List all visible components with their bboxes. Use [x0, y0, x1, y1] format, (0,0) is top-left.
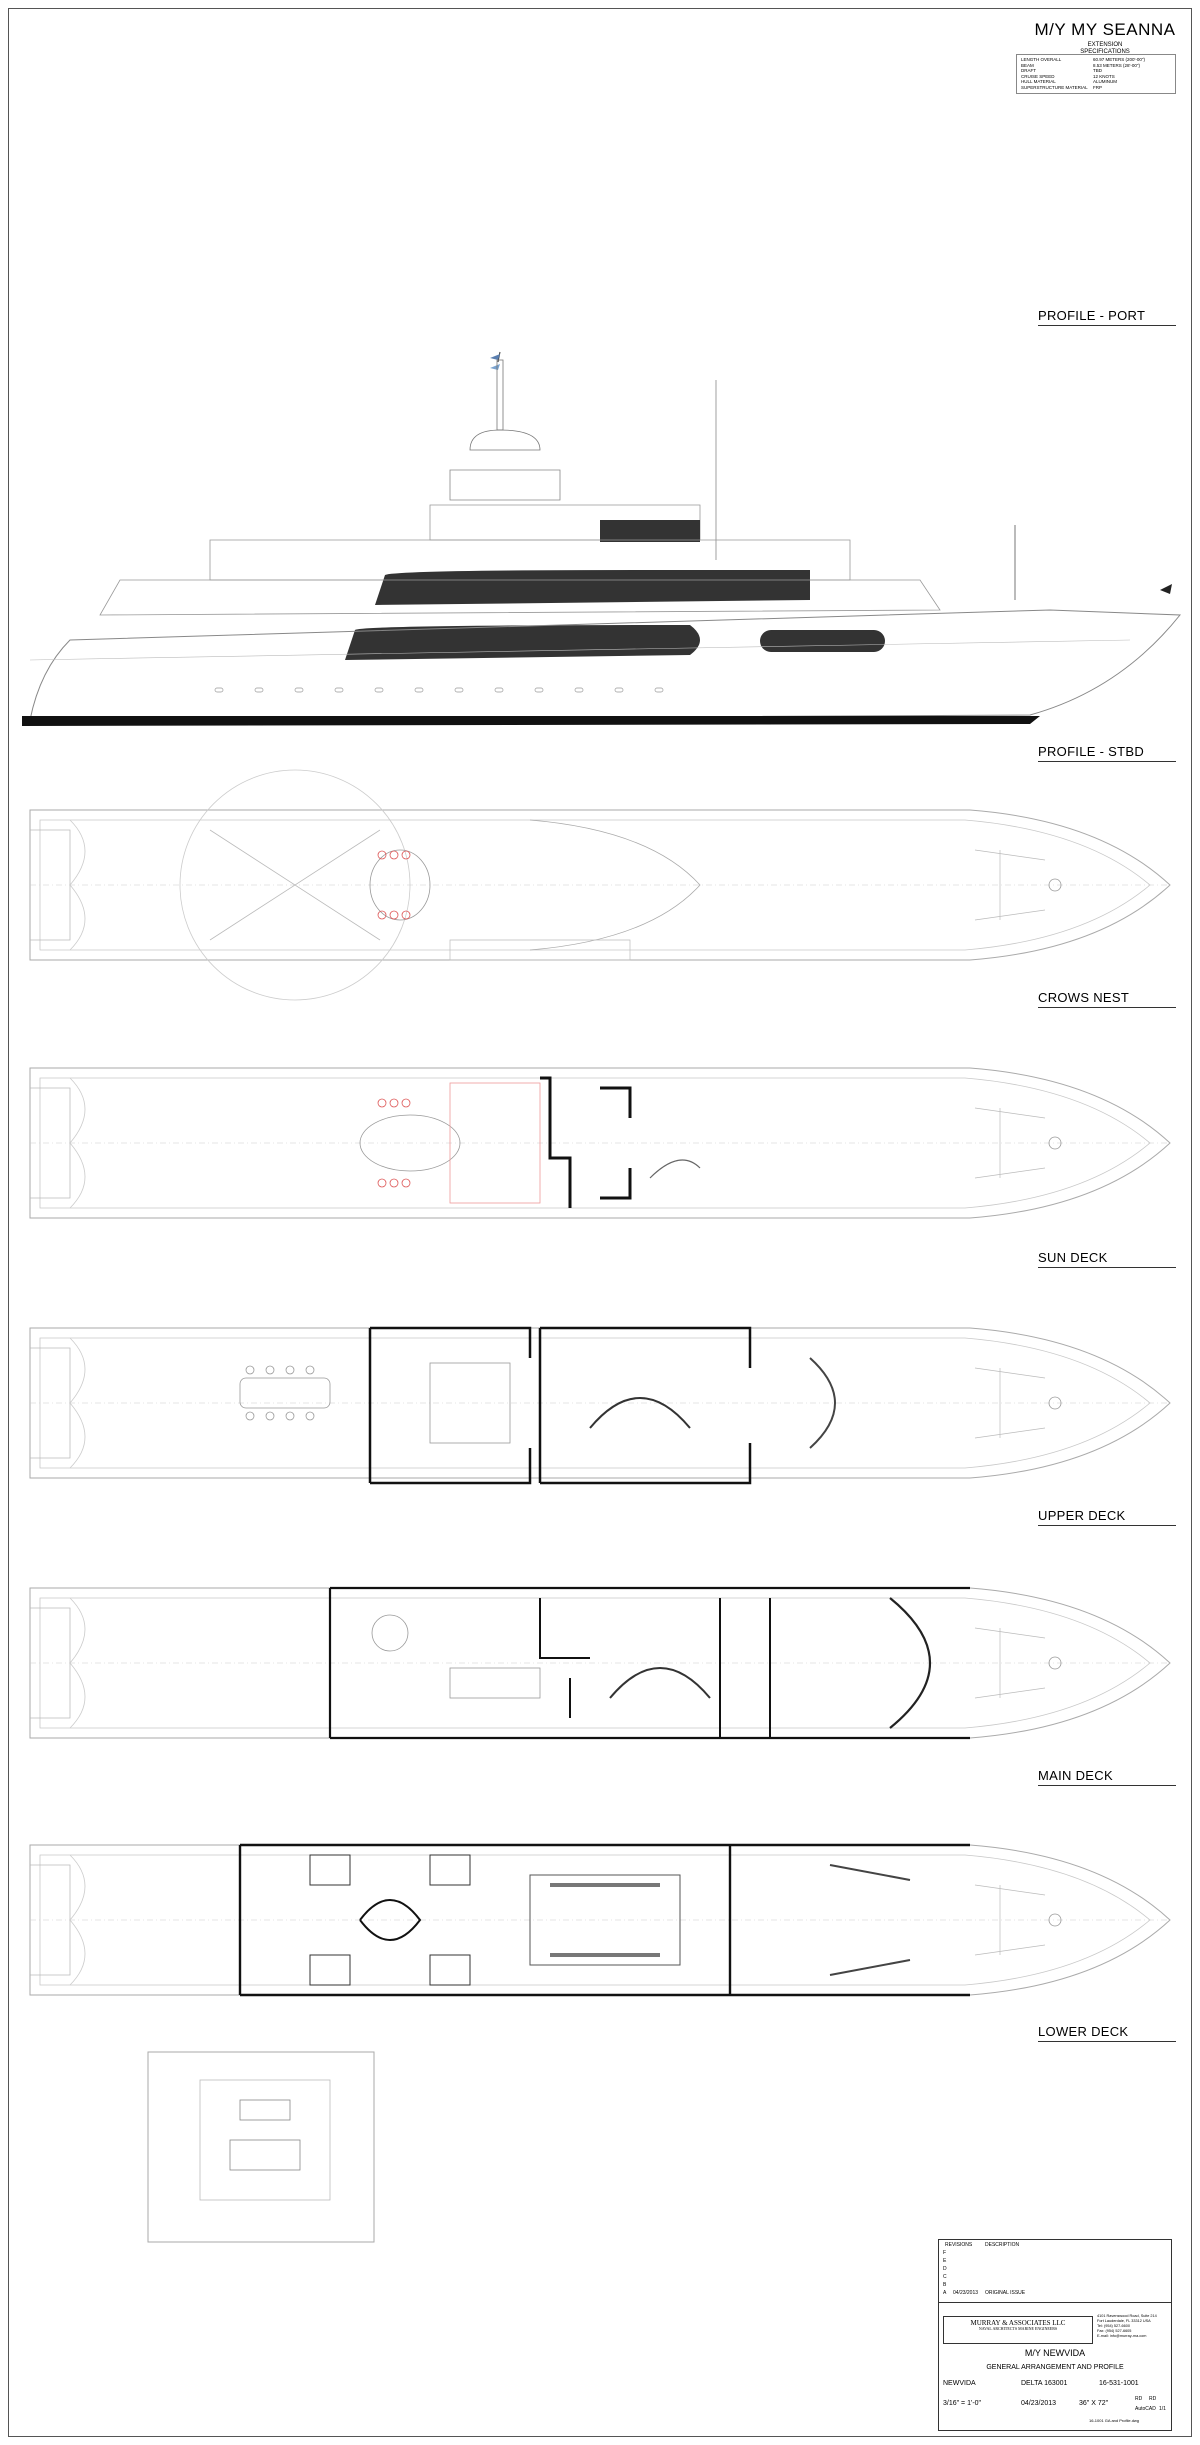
radome	[470, 430, 540, 450]
ref-no: DELTA 163001	[1021, 2380, 1068, 2387]
checked-by: RD	[1149, 2396, 1157, 2402]
spec-value: FRP	[1093, 84, 1102, 90]
rev-description: ORIGINAL ISSUE	[985, 2290, 1026, 2296]
firm-logo-box	[943, 2316, 1093, 2344]
dining-table	[240, 1366, 330, 1420]
rev-letter: A	[943, 2290, 947, 2296]
file-name: 16-1001 GA and Profile.dwg	[1089, 2418, 1140, 2423]
subtitle-line: SPECIFICATIONS	[1080, 49, 1130, 55]
address-line: Fax: (954) 527-6605	[1097, 2329, 1132, 2333]
scale-value: 3/16" = 1'-0"	[943, 2400, 982, 2407]
view-label-upper-deck: UPPER DECK	[1038, 1508, 1126, 1523]
dining-table	[450, 1668, 540, 1698]
upper-deck-windows	[375, 570, 810, 605]
upper-deck-view	[30, 1588, 1170, 1738]
circular-stair	[610, 1668, 710, 1698]
revisions-table	[939, 2240, 1171, 2303]
project-name: M/Y NEWVIDA	[1024, 2348, 1086, 2358]
rev-letter: C	[943, 2274, 947, 2280]
bulkhead	[540, 1598, 590, 1718]
hull-name: NEWVIDA	[943, 2380, 976, 2387]
address-line: E-mail: info@murray-ma.com	[1097, 2334, 1147, 2338]
spiral-stair	[650, 1160, 700, 1178]
lower-deck-furniture	[230, 2100, 300, 2170]
spec-value: TBD	[1093, 68, 1102, 74]
size-cell	[1079, 2400, 1108, 2407]
sun-deck-view	[30, 1328, 1170, 1483]
crows-nest-view	[30, 1068, 1170, 1218]
rev-letter: F	[943, 2250, 947, 2256]
spec-key: LENGTH OVERALL	[1021, 57, 1062, 62]
profile-stbd-view	[30, 770, 1170, 1000]
rev-letter: E	[943, 2258, 947, 2264]
checked-by-cell	[1149, 2396, 1156, 2402]
lower-deck-outline	[148, 2052, 374, 2242]
revisions-header: REVISIONS	[945, 2242, 973, 2248]
drawn-by: RD	[1135, 2396, 1143, 2402]
cabin-walls	[720, 1598, 770, 1738]
helideck-cross	[210, 830, 380, 940]
view-label-profile-stbd: PROFILE - STBD	[1038, 744, 1145, 759]
software-cell	[1135, 2406, 1156, 2412]
firm-name: MURRAY & ASSOCIATES LLC	[970, 2319, 1066, 2327]
spec-key: CRUISE SPEED	[1021, 73, 1055, 79]
spec-value: 60.97 METERS (200'-00")	[1093, 57, 1145, 62]
view-label-lower-deck: LOWER DECK	[1038, 2024, 1129, 2039]
vessel-title: M/Y MY SEANNA	[1034, 20, 1176, 39]
profile-port-view	[22, 352, 1180, 726]
spec-value: 8.53 METERS (28'-00")	[1093, 62, 1140, 68]
address-line: 4101 Ravenswood Road, Suite 214	[1097, 2314, 1157, 2318]
hull-window	[760, 630, 885, 652]
date-value: 04/23/2013	[1021, 2400, 1057, 2407]
sheet-number: 1/1	[1159, 2406, 1166, 2412]
address-line: Tel: (954) 527-6600	[1097, 2324, 1130, 2328]
view-label-sun-deck: SUN DECK	[1038, 1250, 1108, 1265]
round-table	[372, 1615, 408, 1651]
sun-deck-windows	[600, 520, 700, 542]
view-label-profile-port: PROFILE - PORT	[1038, 308, 1146, 323]
circular-stair	[590, 1398, 690, 1428]
drawing-no: 16-531-1001	[1099, 2380, 1139, 2387]
radar-mast	[497, 360, 503, 430]
salon-walls	[370, 1328, 530, 1483]
ref-no-cell	[1021, 2380, 1067, 2387]
spec-key: SUPERSTRUCTURE MATERIAL	[1021, 84, 1088, 90]
spec-key: HULL MATERIAL	[1021, 79, 1056, 85]
scale-cell	[943, 2400, 981, 2407]
file-cell	[1089, 2418, 1139, 2423]
spec-value: 12 KNOTS	[1093, 73, 1115, 79]
description-header: DESCRIPTION	[985, 2242, 1020, 2248]
crows-nest-house	[450, 470, 560, 500]
subtitle-line: EXTENSION	[1087, 42, 1123, 48]
lower-deck-view	[148, 2052, 374, 2242]
rev-date: 04/23/2013	[953, 2290, 979, 2296]
spec-key: BEAM	[1021, 62, 1034, 68]
bow-light	[1160, 584, 1172, 594]
main-deck-view	[30, 1845, 1170, 1995]
date-cell	[1021, 2400, 1056, 2407]
boot-stripe	[22, 716, 1040, 726]
drawing-title: GENERAL ARRANGEMENT AND PROFILE	[986, 2364, 1124, 2371]
spec-key: DRAFT	[1021, 68, 1036, 74]
flag-icon	[490, 364, 500, 370]
interior-walls	[540, 1328, 750, 1483]
view-label-main-deck: MAIN DECK	[1038, 1768, 1113, 1783]
hull-name-cell	[943, 2380, 976, 2387]
sheet-cell	[1159, 2406, 1166, 2412]
software-name: AutoCAD	[1135, 2406, 1156, 2412]
firm-address	[1097, 2314, 1169, 2339]
size-value: 36" X 72"	[1079, 2400, 1109, 2407]
rev-letter: D	[943, 2266, 947, 2272]
title-block	[938, 2239, 1172, 2431]
portholes	[215, 688, 663, 692]
firm-subtitle: NAVAL ARCHITECTS MARINE ENGINEERS	[978, 2326, 1058, 2331]
spec-value: ALUMINUM	[1093, 79, 1118, 85]
address-line: Fort Lauderdale, FL 33312 USA	[1097, 2319, 1151, 2323]
view-label-crows-nest: CROWS NEST	[1038, 990, 1130, 1005]
drawn-by-cell	[1135, 2396, 1142, 2402]
rev-letter: B	[943, 2282, 947, 2288]
drawing-no-cell	[1099, 2380, 1139, 2387]
